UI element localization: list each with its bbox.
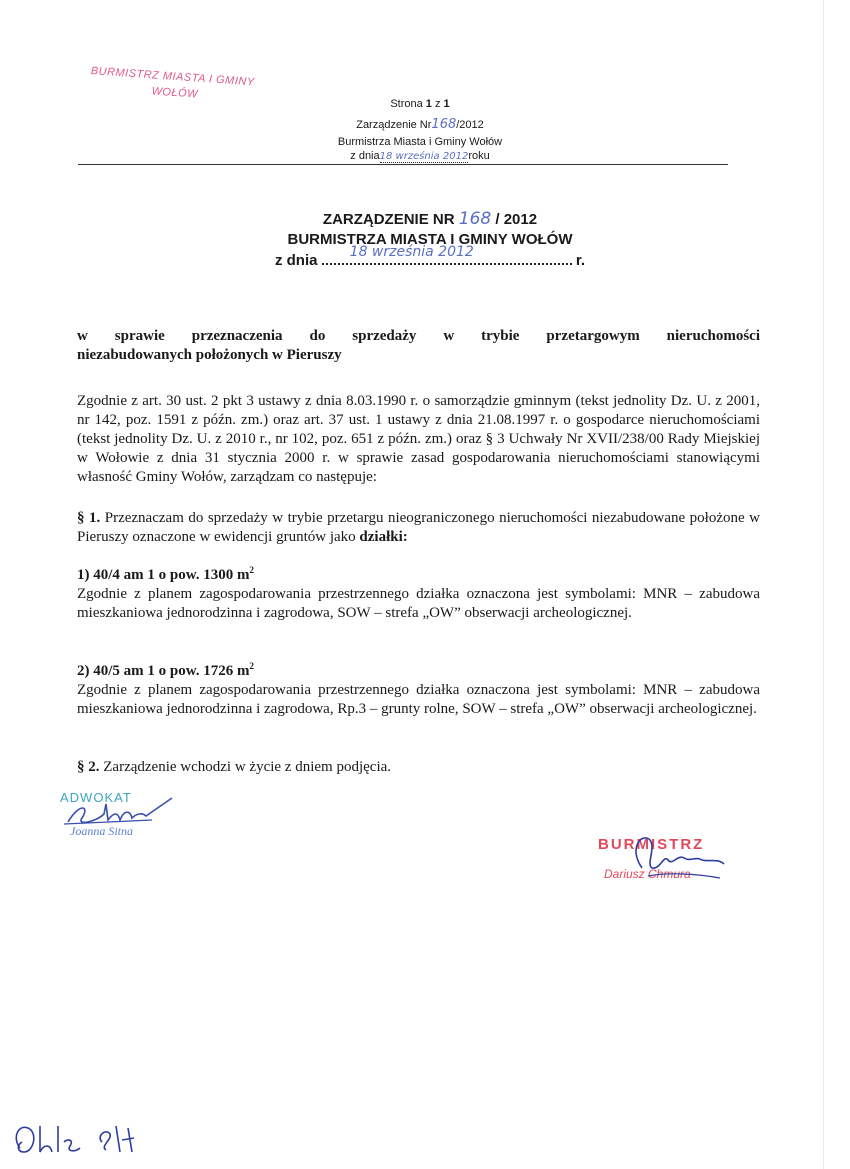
document-title-issuer: BURMISTRZA MIASTA I GMINY WOŁÓW <box>287 231 573 248</box>
adwokat-stamp <box>60 790 210 850</box>
scan-edge <box>823 0 824 1169</box>
handwritten-title-number: 168 <box>458 209 492 229</box>
subject-line2: niezabudowanych położonych w Pieruszy <box>77 347 342 363</box>
plot-2-heading: 2) 40/5 am 1 o pow. 1726 $m^2$ <box>77 661 254 679</box>
burmistrz-title: BURMISTRZ <box>598 836 705 853</box>
burmistrz-signature-stamp <box>598 836 748 881</box>
plot-1-heading: 1) 40/4 am 1 o pow. 1300 $m^2$ <box>77 565 254 583</box>
handwritten-date: 18 września 2012 <box>379 151 469 162</box>
stamp-line1: BURMISTRZ MIASTA I GMINY <box>90 65 255 89</box>
handwritten-title-date: 18 września 2012 <box>349 244 474 260</box>
page-number: Strona 1 z 1 <box>390 98 450 110</box>
burmistrz-header-stamp <box>89 65 290 107</box>
adwokat-title: ADWOKAT <box>60 790 132 805</box>
section-2: § 2. Zarządzenie wchodzi w życie z dniem podjęcia. <box>77 759 392 775</box>
document-title-date: z dnia 18 września 2012 r. <box>274 244 586 269</box>
section-1-label: § 1. <box>77 510 101 526</box>
section-1: § 1. Przeznaczam do sprzedaży w trybie przetargu nieograniczonego nieruchomości niezabudowane położone w Pieruszy oznaczone w ewidencji gruntów jako działki: <box>77 510 760 545</box>
section-2-label: § 2. <box>77 759 100 775</box>
handwritten-ref-number: 168 <box>431 117 457 132</box>
adwokat-name: Joanna Sitna <box>70 824 133 838</box>
burmistrz-name: Dariusz Chmura <box>604 867 691 881</box>
stamp-line2: WOŁÓW <box>151 85 199 101</box>
plot-2-description: Zgodnie z planem zagospodarowania przestrzennego działka oznaczona jest symbolami: MNR – zabudowa mieszkaniowa jednorodzinna i zagrodowa, Rp.3 – grunty rolne, SOW – strefa „OW” obserwacji archeologicznej. <box>77 682 760 717</box>
handwritten-note <box>10 1118 150 1158</box>
header-date: z dnia18 września 2012roku <box>350 150 490 162</box>
document-title: ZARZĄDZENIE NR 168 / 2012 <box>322 209 538 229</box>
header-divider <box>78 164 728 165</box>
burmistrz-signature <box>608 828 728 888</box>
document-issuer: Burmistrza Miasta i Gminy Wołów <box>337 136 503 148</box>
subject-line1: w sprawie przeznaczenia do sprzedaży w trybie przetargowym nieruchomości <box>77 328 760 344</box>
document-reference: Zarządzenie Nr168/2012 <box>356 117 484 132</box>
plot-1-description: Zgodnie z planem zagospodarowania przestrzennego działka oznaczona jest symbolami: MNR – zabudowa mieszkaniowa jednorodzinna i zagrodowa, SOW – strefa „OW” obserwacji archeologicznej. <box>77 586 760 621</box>
legal-basis-paragraph: Zgodnie z art. 30 ust. 2 pkt 3 ustawy z dnia 8.03.1990 r. o samorządzie gminnym (tekst jednolity Dz. U. z 2001, nr 142, poz. 1591 z późn. zm.) oraz art. 37 ust. 1 ustawy z dnia 21.08.1997 r. o gospodarce nieruchomościami (tekst jednolity Dz. U. z 2010 r., nr 102, poz. 651 z późn. zm.) oraz § 3 Uchwały Nr XVII/238/00 Rady Miejskiej w Wołowie z dnia 31 stycznia 2000 r. w sprawie zasad gospodarowania nieruchomościami stanowiącymi własność Gminy Wołów, zarządzam co następuje: <box>77 393 760 485</box>
